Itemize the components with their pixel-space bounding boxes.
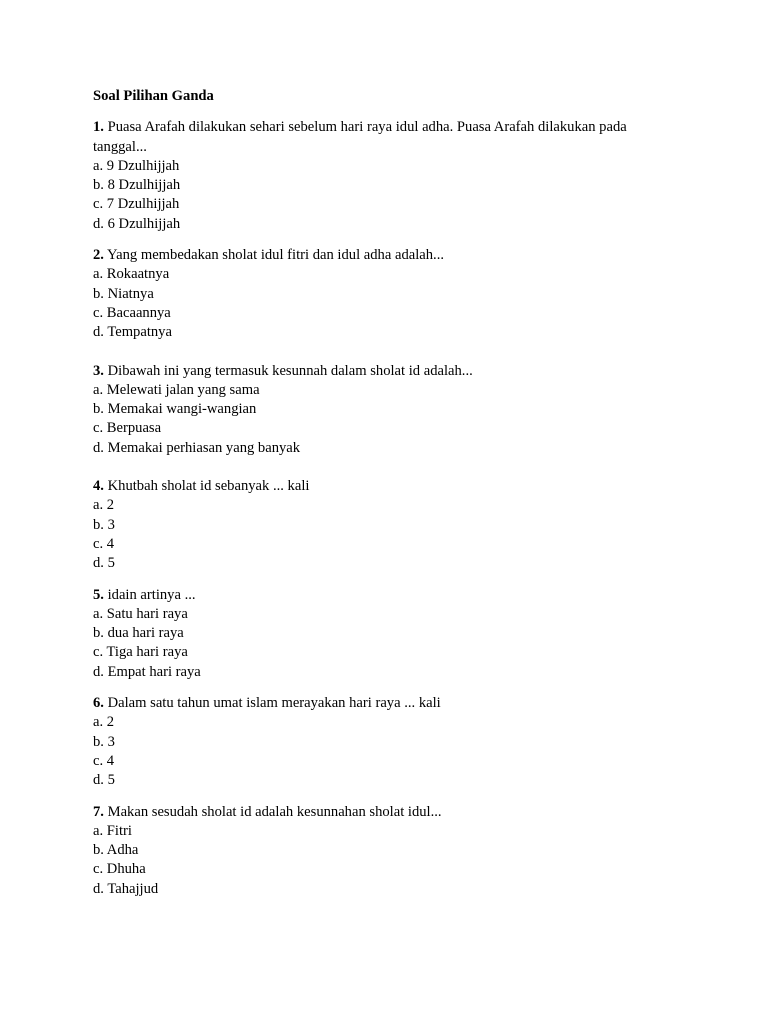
option-d: d. Tempatnya (93, 324, 172, 341)
option-a: a. Satu hari raya (93, 605, 188, 622)
question-text (93, 694, 683, 713)
question-text (93, 246, 683, 265)
option-c: c. Berpuasa (93, 420, 162, 437)
option-c: c. 4 (93, 752, 115, 769)
option-a: a. Melewati jalan yang sama (93, 381, 260, 398)
option-c: c. 4 (93, 535, 115, 552)
option-a: a. 9 Dzulhijjah (93, 157, 180, 174)
document-content (93, 87, 683, 899)
option-d: d. 5 (93, 555, 115, 572)
question-2 (93, 246, 683, 342)
option-d: d. Memakai perhiasan yang banyak (93, 439, 301, 456)
question-prompt: Makan sesudah sholat id adalah kesunnahan sholat idul... (103, 803, 442, 820)
question-text (93, 477, 683, 496)
option-b: b. dua hari raya (93, 625, 184, 642)
question-prompt: Puasa Arafah dilakukan sehari sebelum hari raya idul adha. Puasa Arafah dilakukan pada tanggal... (93, 119, 627, 155)
question-text (93, 803, 683, 822)
question-3 (93, 362, 683, 458)
option-a: a. 2 (93, 497, 115, 514)
option-b: b. 8 Dzulhijjah (93, 177, 181, 194)
question-5 (93, 586, 683, 682)
question-prompt: Khutbah sholat id sebanyak ... kali (103, 478, 310, 495)
question-prompt: Dibawah ini yang termasuk kesunnah dalam sholat id adalah... (103, 362, 473, 379)
question-text (93, 118, 683, 157)
option-c: c. Tiga hari raya (93, 644, 188, 661)
question-6 (93, 694, 683, 790)
option-a: a. 2 (93, 714, 115, 731)
option-c: c. 7 Dzulhijjah (93, 196, 180, 213)
question-4 (93, 477, 683, 573)
option-a: a. Rokaatnya (93, 266, 170, 283)
question-number: 5. (93, 586, 104, 603)
question-7 (93, 803, 683, 899)
option-b: b. Niatnya (93, 285, 154, 302)
question-1 (93, 118, 683, 234)
option-c: c. Bacaannya (93, 304, 171, 321)
question-prompt: Yang membedakan sholat idul fitri dan idul adha adalah... (103, 247, 444, 264)
option-d: d. 5 (93, 772, 115, 789)
option-d: d. Empat hari raya (93, 663, 201, 680)
option-d: d. 6 Dzulhijjah (93, 215, 181, 232)
option-b: b. 3 (93, 516, 115, 533)
option-b: b. Memakai wangi-wangian (93, 401, 257, 418)
option-b: b. 3 (93, 733, 115, 750)
option-c: c. Dhuha (93, 861, 146, 878)
option-d: d. Tahajjud (93, 880, 159, 897)
question-prompt: Dalam satu tahun umat islam merayakan hari raya ... kali (103, 695, 441, 712)
question-number: 2. (93, 247, 104, 264)
question-text (93, 586, 683, 605)
document-title: Soal Pilihan Ganda (93, 88, 214, 104)
option-a: a. Fitri (93, 822, 132, 839)
question-number: 3. (93, 362, 104, 379)
question-text (93, 362, 683, 381)
option-b: b. Adha (93, 842, 139, 859)
question-number: 1. (93, 119, 104, 136)
question-prompt: idain artinya ... (103, 586, 196, 603)
question-number: 6. (93, 695, 104, 712)
question-number: 4. (93, 478, 104, 495)
question-number: 7. (93, 803, 104, 820)
